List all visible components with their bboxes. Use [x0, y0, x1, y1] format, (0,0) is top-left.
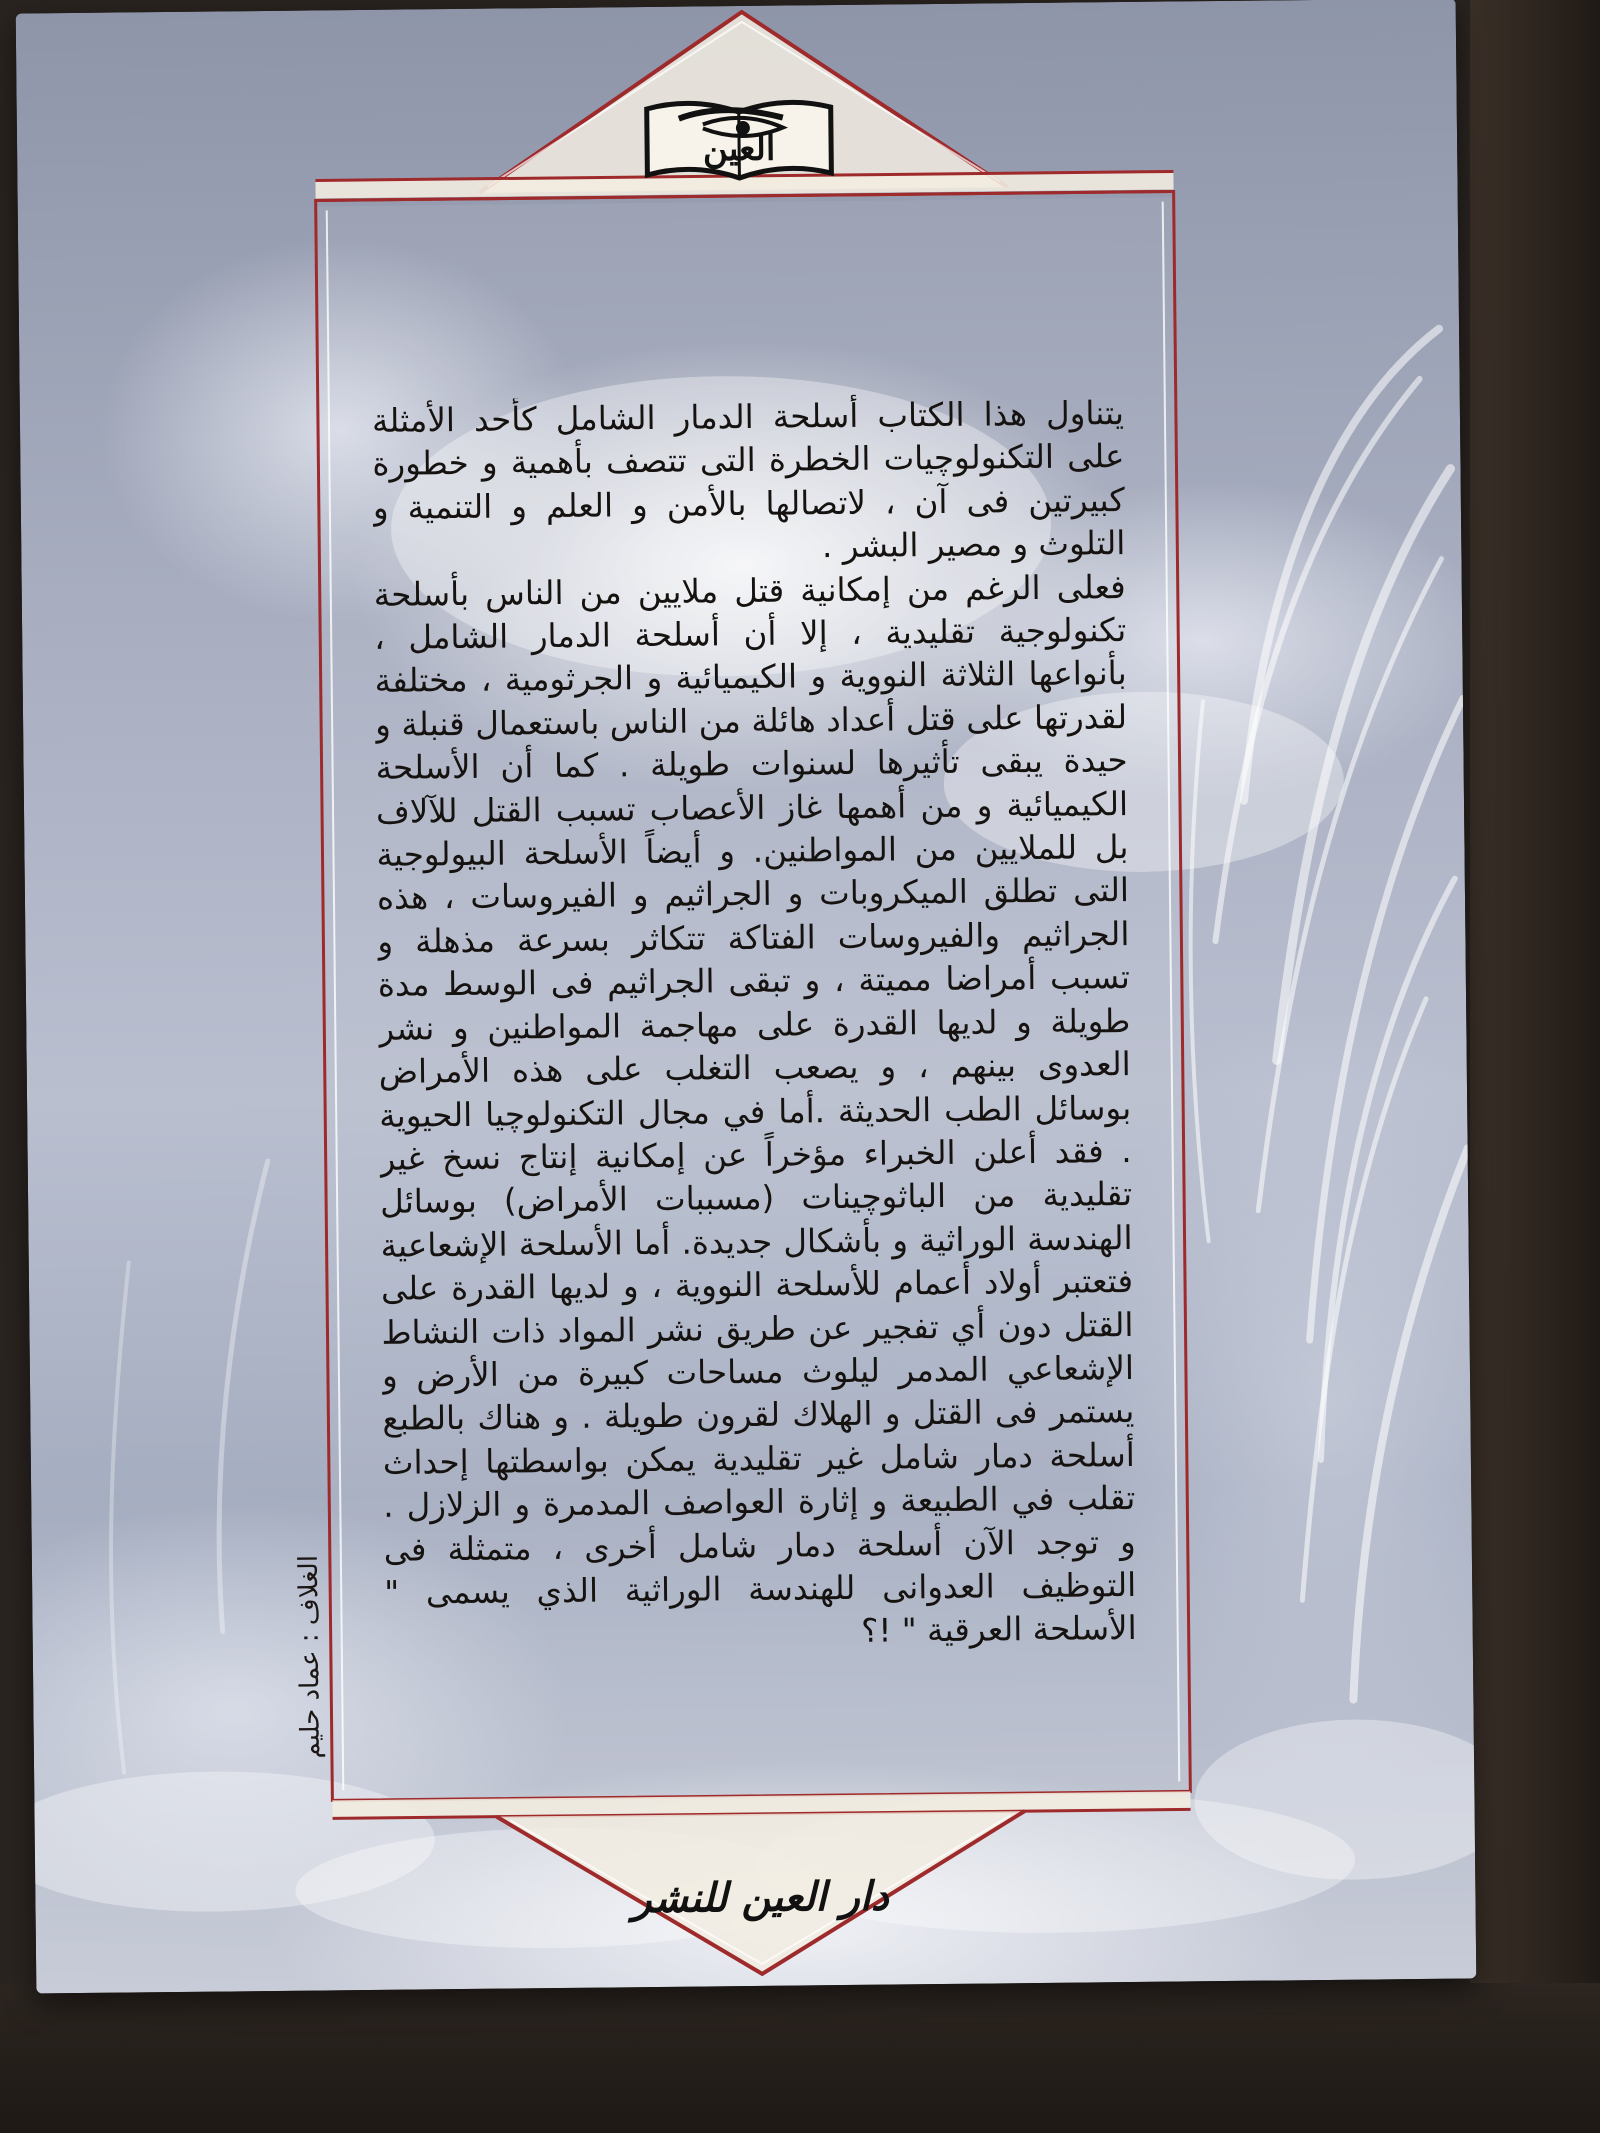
cover-credit: الغلاف : عماد حليم [293, 1554, 326, 1759]
publisher-logo-text: العين [702, 128, 776, 170]
back-cover-description [372, 392, 1137, 1660]
table-surface-bottom [0, 1983, 1600, 2133]
table-surface-right [1470, 0, 1600, 2133]
description-paragraph-2: فعلى الرغم من إمكانية قتل ملايين من الناس بأسلحة تكنولوجية تقليدية ، إلا أن أسلحة الدمار الشامل ، بأنواعها الثلاثة النووية و الكيميائية و الجرثومية ، مختلفة لقدرتها على قتل أعداد هائلة من الناس باستعمال قنبلة و حيدة يبقى تأثيرها لسنوات طويلة . كما أن الأسلحة الكيميائية و من أهمها غاز الأعصاب تسبب القتل للآلاف بل للملايين من المواطنين. و أيضاً الأسلحة البيولوجية التى تطلق الميكروبات و الجراثيم و الفيروسات ، هذه الجراثيم والفيروسات الفتاكة تتكاثر بسرعة مذهلة و تسبب أمراضا مميتة ، و تبقى الجراثيم فى الوسط مدة طويلة و لديها القدرة على مهاجمة المواطنين و نشر العدوى بينهم ، و يصعب التغلب على هذه الأمراض بوسائل الطب الحديثة .أما في مجال التكنولوچيا الحيوية . فقد أعلن الخبراء مؤخراً عن إمكانية إنتاج نسخ غير تقليدية من الباثوچينات (مسببات الأمراض) بوسائل الهندسة الوراثية و بأشكال جديدة. أما الأسلحة الإشعاعية فتعتبر أولاد أعمام للأسلحة النووية ، و لديها القدرة على القتل دون أي تفجير عن طريق نشر المواد ذات النشاط الإشعاعي المدمر ليلوث مساحات كبيرة من الأرض و يستمر فى القتل و الهلاك لقرون طويلة . و هناك بالطبع أسلحة دمار شامل غير تقليدية يمكن بواسطتها إحداث تقلب في الطبيعة و إثارة العواصف المدمرة و الزلازل . و توجد الآن أسلحة دمار شامل أخرى ، متمثلة فى التوظيف العدوانى للهندسة الوراثية الذي يسمى " الأسلحة العرقية " !؟ [373, 567, 1137, 1651]
book-back-cover [16, 0, 1477, 1993]
publisher-name: دار العين للنشر [631, 1872, 889, 1923]
description-paragraph-1: يتناول هذا الكتاب أسلحة الدمار الشامل كأحد الأمثلة على التكنولوچيات الخطرة التى تتصف بأهمية و خطورة كبيرتين فى آن ، لاتصالها بالأمن و العلم و التنمية و التلوث و مصير البشر . [371, 394, 1126, 566]
